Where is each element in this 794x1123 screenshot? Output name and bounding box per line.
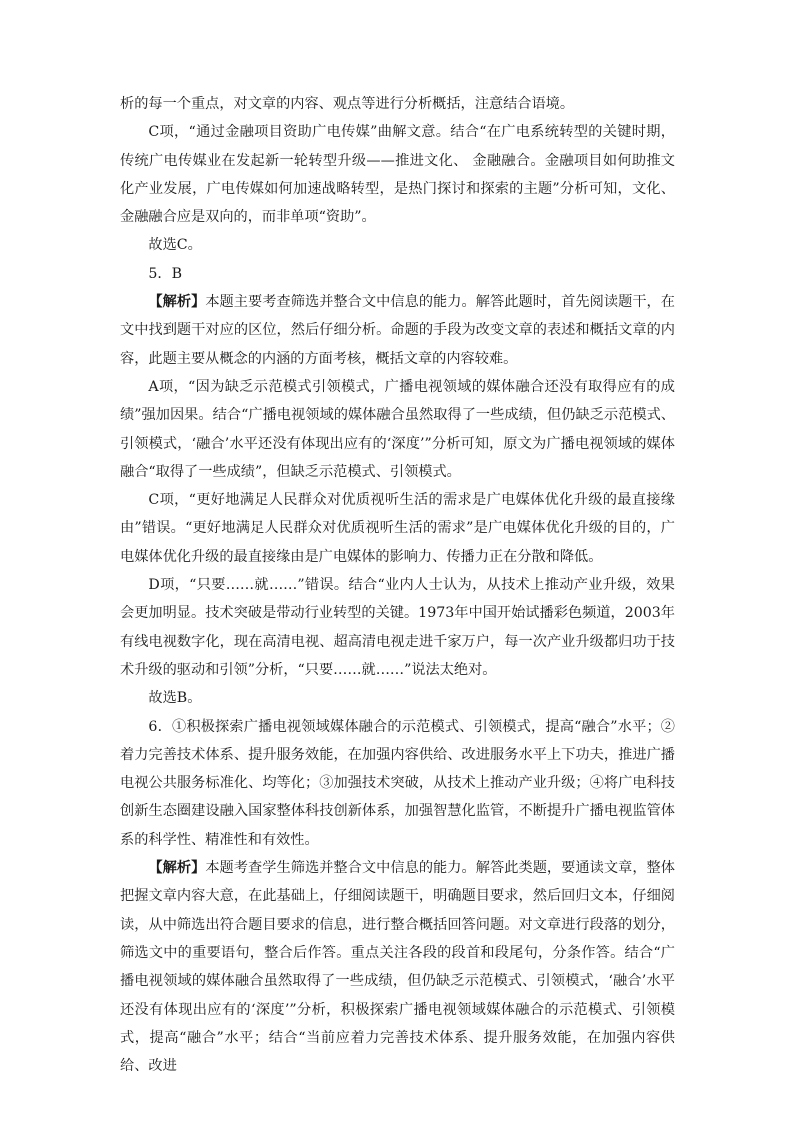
analysis-label: 【解析】 — [148, 860, 206, 877]
paragraph-option-c-q4: C项，“通过金融项目资助广电传媒”曲解文意。结合“在广电系统转型的关键时期，传统广电传媒业在发起新一轮转型升级——推进文化、 金融融合。金融项目如何助推文化产业发展，广电传媒如何加速战略转型，是热门探讨和探索的主题”分析可知，文化、金融融合应是双向的，而非单项“资助”。 — [120, 124, 675, 226]
paragraph-option-c-q5: C项，“更好地满足人民群众对优质视听生活的需求是广电媒体优化升级的最直接缘由”错误。“更好地满足人民群众对优质视听生活的需求”是广电媒体优化升级的目的，广电媒体优化升级的最直接缘由是广电媒体的影响力、传播力正在分散和降低。 — [120, 492, 675, 565]
analysis-text: 本题主要考查筛选并整合文中信息的能力。解答此题时，首先阅读题干，在文中找到题干对应的区位，然后仔细分析。命题的手段为改变文章的表述和概括文章的内容，此题主要从概念的内涵的方面考核，概括文章的内容较难。 — [120, 294, 675, 367]
document-page — [120, 90, 675, 1080]
paragraph-continuation: 析的每一个重点，对文章的内容、观点等进行分析概括，注意结合语境。 — [120, 96, 575, 112]
paragraph-q5-answer: 5．B — [148, 265, 183, 282]
paragraph-option-a-q5: A项，“因为缺乏示范模式引领模式，广播电视领域的媒体融合还没有取得应有的成绩”强加因果。结合“广播电视领域的媒体融合虽然取得了一些成绩，但仍缺乏示范模式、引领模式，‘融合’水平还没有体现出应有的‘深度’”分析可知，原文为广播电视领域的媒体融合“取得了一些成绩”，但缺乏示范模式、引领模式。 — [120, 378, 675, 480]
paragraph-answer-q4: 故选C。 — [148, 237, 202, 254]
analysis-label: 【解析】 — [148, 294, 206, 311]
analysis-text: 本题考查学生筛选并整合文中信息的能力。解答此类题，要通读文章，整体把握文章内容大意，在此基础上，仔细阅读题干，明确题目要求，然后回归文本，仔细阅读，从中筛选出符合题目要求的信息，进行整合概括回答问题。对文章进行段落的划分，筛选文中的重要语句，整合后作答。重点关注各段的段首和段尾句，分条作答。结合“广播电视领域的媒体融合虽然取得了一些成绩，但仍缺乏示范模式、引领模式，‘融合’水平还没有体现出应有的‘深度’”分析，积极探索广播电视领域媒体融合的示范模式、引领模式，提高“融合”水平；结合“当前应着力完善技术体系、提升服务效能，在加强内容供给、改进 — [120, 860, 675, 1075]
paragraph-option-d-q5: D项，“只要……就……”错误。结合“业内人士认为，从技术上推动产业升级，效果会更加明显。技术突破是带动行业转型的关键。1973年中国开始试播彩色频道，2003年有线电视数字化，现在高清电视、超高清电视走进千家万户，每一次产业升级都归功于技术升级的驱动和引领”分析，“只要……就……”说法太绝对。 — [120, 577, 675, 678]
paragraph-q5-analysis — [120, 288, 675, 373]
paragraph-answer-q5: 故选B。 — [148, 690, 202, 707]
paragraph-q6-analysis — [120, 854, 675, 1080]
paragraph-q6-answer: 6．①积极探索广播电视领域媒体融合的示范模式、引领模式，提高“融合”水平；②着力完善技术体系、提升服务效能，在加强内容供给、改进服务水平上下功夫，推进广播电视公共服务标准化、均等化；③加强技术突破，从技术上推动产业升级；④将广电科技创新生态圈建设融入国家整体科技创新体系，加强智慧化监管，不断提升广播电视监管体系的科学性、精准性和有效性。 — [120, 718, 675, 848]
